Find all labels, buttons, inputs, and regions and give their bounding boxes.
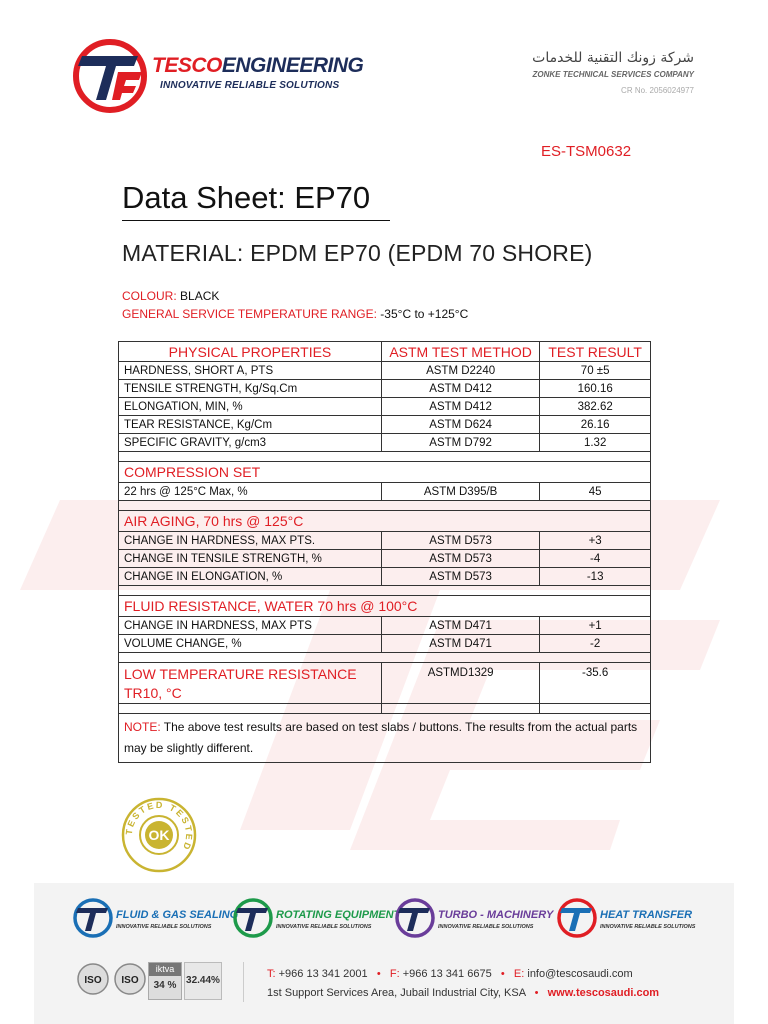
table-row: CHANGE IN HARDNESS, MAX PTS. ASTM D573 +3 — [119, 532, 651, 550]
company-english-name: ZONKE TECHNICAL SERVICES COMPANY — [532, 70, 694, 79]
material-heading: MATERIAL: EPDM EP70 (EPDM 70 SHORE) — [122, 240, 593, 266]
section-title-row — [119, 462, 651, 483]
footer-divider — [243, 962, 244, 1002]
heat-transfer-logo-icon — [556, 897, 598, 939]
spacer-row — [119, 653, 651, 663]
email-link[interactable]: info@tescosaudi.com — [527, 968, 633, 980]
iso-badge-icon — [113, 962, 147, 996]
properties-table — [118, 341, 651, 763]
note-label: NOTE: — [124, 720, 161, 734]
note-row — [119, 714, 651, 763]
spacer-row — [119, 704, 651, 714]
rotating-equipment-logo-icon — [232, 897, 274, 939]
compression-set-title: COMPRESSION SET — [119, 462, 651, 483]
svg-text:OK: OK — [148, 827, 170, 843]
low-temperature-method: ASTMD1329 — [381, 663, 539, 704]
division-logo-rotating-equipment: ROTATING EQUIPMENT INNOVATIVE RELIABLE SOLUTIONS — [232, 897, 387, 941]
section-title-row — [119, 596, 651, 617]
tesco-logo-icon — [72, 38, 152, 114]
table-row: TENSILE STRENGTH, Kg/Sq.Cm ASTM D412 160.16 — [119, 380, 651, 398]
spacer-row — [119, 501, 651, 511]
division-logo-turbo-machinery: TURBO - MACHINERY INNOVATIVE RELIABLE SOLUTIONS — [394, 897, 546, 941]
fluid-resistance-title: FLUID RESISTANCE, WATER 70 hrs @ 100°C — [119, 596, 651, 617]
iso-certification-badge — [76, 962, 110, 996]
division-logo-heat-transfer: HEAT TRANSFER INNOVATIVE RELIABLE SOLUTIONS — [556, 897, 706, 941]
cr-number: CR No. 2056024977 — [621, 86, 694, 95]
company-arabic-name: شركة زونك التقنية للخدمات — [532, 50, 694, 66]
colour-line: COLOUR: BLACK — [122, 289, 220, 303]
title-underline — [122, 220, 390, 221]
header-test-result: TEST RESULT — [540, 342, 651, 362]
low-temperature-row — [119, 663, 651, 704]
iktva-badge: iktva 34 % — [148, 962, 182, 1000]
website-link[interactable]: www.tescosaudi.com — [547, 987, 660, 999]
iso-certification-badge-2 — [113, 962, 147, 996]
document-number: ES-TSM0632 — [541, 143, 632, 160]
low-temperature-result: -35.6 — [540, 663, 651, 704]
header-physical-properties: PHYSICAL PROPERTIES — [119, 342, 382, 362]
svg-text:ISO: ISO — [121, 975, 139, 986]
temperature-range-line: GENERAL SERVICE TEMPERATURE RANGE: -35°C to +125°C — [122, 307, 469, 321]
table-row: SPECIFIC GRAVITY, g/cm3 ASTM D792 1.32 — [119, 434, 651, 452]
local-content-badge: 32.44% — [184, 962, 222, 1000]
fax-number: +966 13 341 6675 — [402, 968, 492, 980]
svg-text:ISO: ISO — [84, 975, 102, 986]
address-line: 1st Support Services Area, Jubail Industrial City, KSA • www.tescosaudi.com — [267, 987, 660, 999]
page-title: Data Sheet: EP70 — [122, 180, 371, 215]
table-row: TEAR RESISTANCE, Kg/Cm ASTM D624 26.16 — [119, 416, 651, 434]
spacer-row — [119, 452, 651, 462]
table-row: CHANGE IN HARDNESS, MAX PTS ASTM D471 +1 — [119, 617, 651, 635]
fluid-gas-sealing-logo-icon — [72, 897, 114, 939]
header-astm-test-method: ASTM TEST METHOD — [381, 342, 539, 362]
air-aging-title: AIR AGING, 70 hrs @ 125°C — [119, 511, 651, 532]
brand-tagline: INNOVATIVE RELIABLE SOLUTIONS — [160, 80, 340, 91]
division-logo-fluid-gas-sealing: FLUID & GAS SEALING INNOVATIVE RELIABLE SOLUTIONS — [72, 897, 222, 941]
table-row: CHANGE IN ELONGATION, % ASTM D573 -13 — [119, 568, 651, 586]
note-text: The above test results are based on test slabs / buttons. The results from the actual parts may be slightly different. — [124, 720, 638, 755]
section-title-row — [119, 511, 651, 532]
table-row: 22 hrs @ 125°C Max, % ASTM D395/B 45 — [119, 483, 651, 501]
contact-line: T: +966 13 341 2001 • F: +966 13 341 6675 • E: info@tescosaudi.com — [267, 968, 633, 980]
spacer-row — [119, 586, 651, 596]
table-row: HARDNESS, SHORT A, PTS ASTM D2240 70 ±5 — [119, 362, 651, 380]
address-text: 1st Support Services Area, Jubail Industrial City, KSA — [267, 987, 526, 999]
svg-text:TESTED TESTED: TESTED TESTED — [123, 799, 195, 853]
tested-ok-stamp-icon — [121, 797, 197, 873]
table-header-row — [119, 342, 651, 362]
low-temperature-title: LOW TEMPERATURE RESISTANCE TR10, °C — [119, 663, 382, 704]
phone-number: +966 13 341 2001 — [278, 968, 368, 980]
table-row: VOLUME CHANGE, % ASTM D471 -2 — [119, 635, 651, 653]
turbo-machinery-logo-icon — [394, 897, 436, 939]
table-row: CHANGE IN TENSILE STRENGTH, % ASTM D573 -4 — [119, 550, 651, 568]
table-row: ELONGATION, MIN, % ASTM D412 382.62 — [119, 398, 651, 416]
iso-badge-icon — [76, 962, 110, 996]
brand-name: TESCOENGINEERING — [152, 54, 364, 77]
